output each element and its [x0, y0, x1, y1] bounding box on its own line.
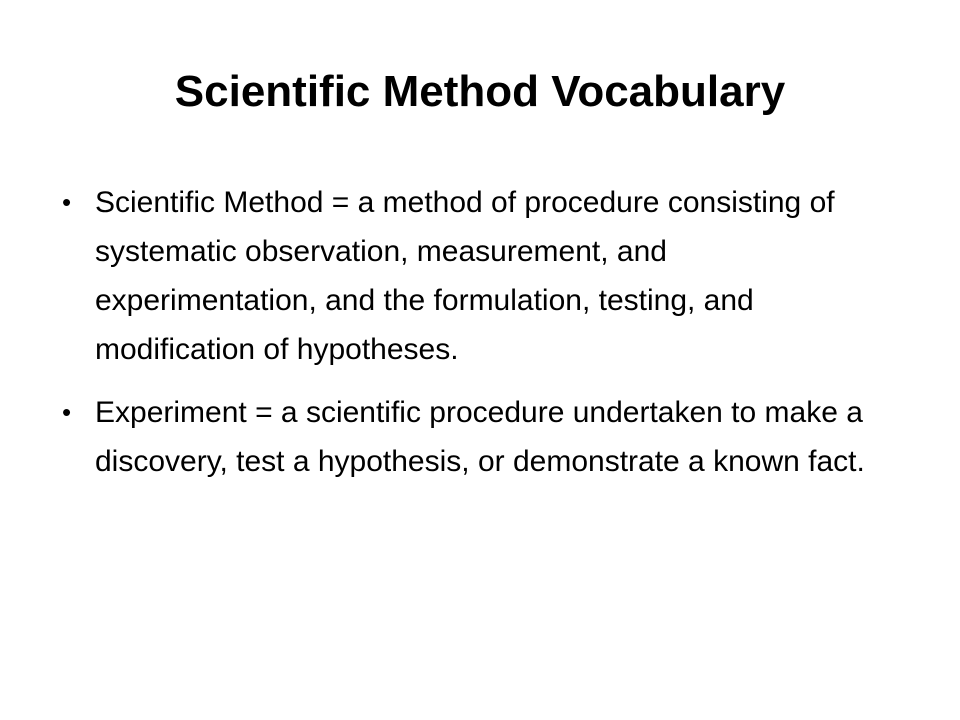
bullet-item-scientific-method — [62, 178, 874, 374]
bullet-dot-icon: • — [62, 397, 72, 427]
bullet-dot-icon: • — [62, 187, 72, 217]
bullet-list — [62, 178, 874, 500]
bullet-text: Experiment = a scientific procedure undertaken to make a discovery, test a hypothesis, or demonstrate a known fact. — [95, 396, 865, 478]
bullet-item-experiment — [62, 388, 874, 486]
bullet-text: Scientific Method = a method of procedure consisting of systematic observation, measurement, and experimentation, and the formulation, testing, and modification of hypotheses. — [95, 186, 835, 366]
slide-title: Scientific Method Vocabulary — [174, 67, 786, 116]
